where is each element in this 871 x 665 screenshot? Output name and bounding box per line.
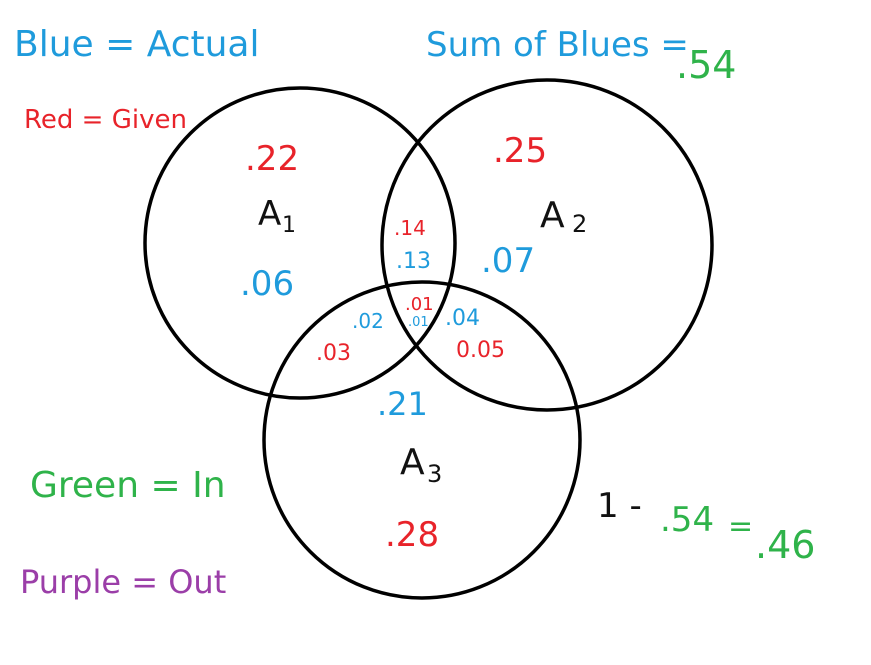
sum-of-blues-label: Sum of Blues = — [426, 25, 689, 65]
sum-of-blues-value: .54 — [676, 43, 737, 87]
a2-a3-overlap-given: 0.05 — [456, 338, 505, 363]
a1-only-given: .22 — [245, 139, 300, 179]
a1-a3-overlap-actual: .02 — [352, 309, 384, 333]
a2-label-letter: A — [540, 195, 565, 236]
a1-label-letter: A — [258, 194, 282, 234]
a1-label-subscript: 1 — [282, 213, 296, 238]
legend-green: Green = In — [30, 465, 226, 506]
legend-purple: Purple = Out — [20, 563, 227, 601]
a2-a3-overlap-actual: .04 — [445, 306, 480, 331]
a2-only-given: .25 — [493, 131, 548, 171]
complement-equals: = — [728, 509, 754, 544]
a1-a3-overlap-given: .03 — [316, 341, 351, 366]
set-a1-circle — [145, 88, 455, 398]
a3-only-actual: .21 — [377, 385, 428, 423]
complement-term: .54 — [660, 500, 715, 540]
center-overlap-given: .01 — [405, 294, 434, 315]
center-overlap-actual: .01 — [408, 315, 429, 330]
a2-label-subscript: 2 — [572, 210, 588, 238]
a2-label — [540, 195, 587, 238]
a1-label — [258, 194, 296, 238]
set-a2-circle — [382, 80, 712, 410]
a3-only-given: .28 — [385, 515, 440, 555]
legend-blue: Blue = Actual — [14, 24, 260, 65]
a2-only-actual: .07 — [481, 241, 536, 281]
a3-label — [400, 442, 442, 488]
a1-only-actual: .06 — [240, 264, 295, 304]
legend-red: Red = Given — [24, 105, 187, 135]
complement-result: .46 — [755, 523, 816, 567]
a1-a2-overlap-actual: .13 — [396, 249, 431, 274]
a3-label-subscript: 3 — [427, 460, 443, 488]
a3-label-letter: A — [400, 442, 425, 483]
complement-prefix: 1 - — [597, 486, 642, 526]
a1-a2-overlap-given: .14 — [394, 216, 426, 240]
